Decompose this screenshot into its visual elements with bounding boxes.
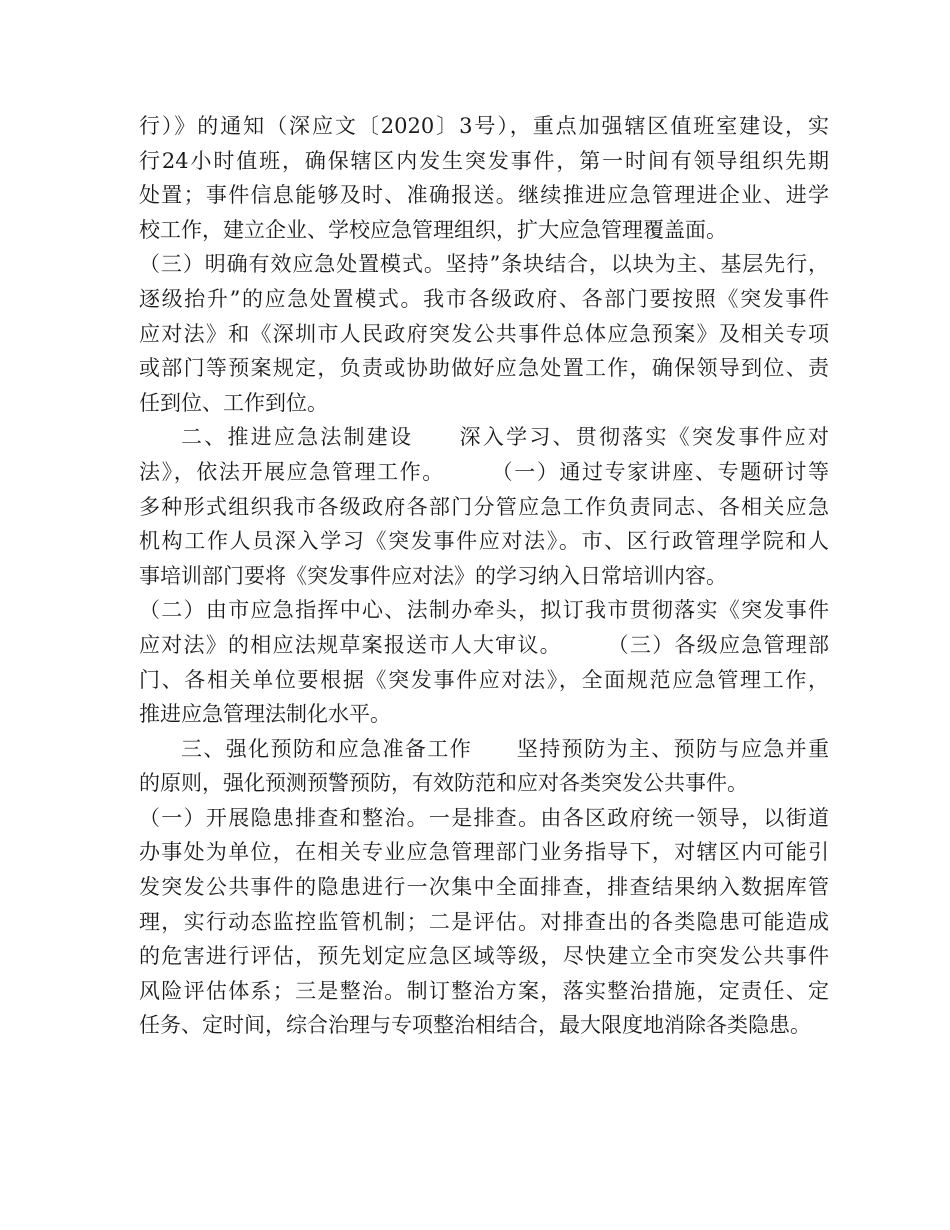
text-line: 的危害进行评估，预先划定应急区域等级，尽快建立全市突发公共事件 [139, 944, 829, 969]
text-line: 行24小时值班，确保辖区内发生突发事件，第一时间有领导组织先期 [139, 148, 829, 173]
text-line: 风险评估体系；三是整治。制订整治方案，落实整治措施，定责任、定 [139, 978, 829, 1003]
text-line: 或部门等预案规定，负责或协助做好应急处置工作，确保领导到位、责 [139, 356, 829, 381]
text-line: 的原则，强化预测预警预防，有效防范和应对各类突发公共事件。 [139, 771, 748, 796]
text-line: 校工作，建立企业、学校应急管理组织，扩大应急管理覆盖面。 [139, 217, 727, 242]
text-line: 法》，依法开展应急管理工作。 （一）通过专家讲座、专题研讨等 [139, 459, 829, 484]
text-line: 事培训部门要将《突发事件应对法》的学习纳入日常培训内容。 [139, 563, 727, 588]
text-line: 任到位、工作到位。 [139, 390, 328, 415]
text-line: 任务、定时间，综合治理与专项整治相结合，最大限度地消除各类隐患。 [139, 1013, 811, 1038]
text-line: 行）》的通知（深应文〔2020〕3号），重点加强辖区值班室建设，实 [139, 114, 829, 138]
text-line: （三）明确有效应急处置模式。坚持”条块结合，以块为主、基层先行， [139, 252, 829, 277]
text-line: （一）开展隐患排查和整治。一是排查。由各区政府统一领导，以街道 [139, 805, 829, 830]
document-body [139, 109, 829, 1043]
text-line: 办事处为单位，在相关专业应急管理部门业务指导下，对辖区内可能引 [139, 840, 829, 865]
text-line: 逐级抬升”的应急处置模式。我市各级政府、各部门要按照《突发事件 [139, 286, 829, 311]
text-line: 推进应急管理法制化水平。 [139, 702, 391, 727]
text-line: 多种形式组织我市各级政府各部门分管应急工作负责同志、各相关应急 [139, 494, 829, 519]
text-line: 发突发公共事件的隐患进行一次集中全面排查，排查结果纳入数据库管 [139, 875, 829, 900]
text-line: 应对法》的相应法规草案报送市人大审议。 （三）各级应急管理部 [139, 632, 829, 657]
text-line: （二）由市应急指挥中心、法制办牵头，拟订我市贯彻落实《突发事件 [139, 598, 829, 623]
text-line: 理，实行动态监控监管机制；二是评估。对排查出的各类隐患可能造成 [139, 909, 829, 934]
text-line: 应对法》和《深圳市人民政府突发公共事件总体应急预案》及相关专项 [139, 321, 829, 346]
section-heading-line: 二、推进应急法制建设 深入学习、贯彻落实《突发事件应对 [181, 425, 829, 450]
section-heading-line: 三、强化预防和应急准备工作 坚持预防为主、预防与应急并重 [181, 736, 829, 761]
text-line: 门、各相关单位要根据《突发事件应对法》，全面规范应急管理工作， [139, 667, 829, 692]
text-line: 处置；事件信息能够及时、准确报送。继续推进应急管理进企业、进学 [139, 183, 829, 208]
text-line: 机构工作人员深入学习《突发事件应对法》。市、区行政管理学院和人 [139, 529, 829, 554]
